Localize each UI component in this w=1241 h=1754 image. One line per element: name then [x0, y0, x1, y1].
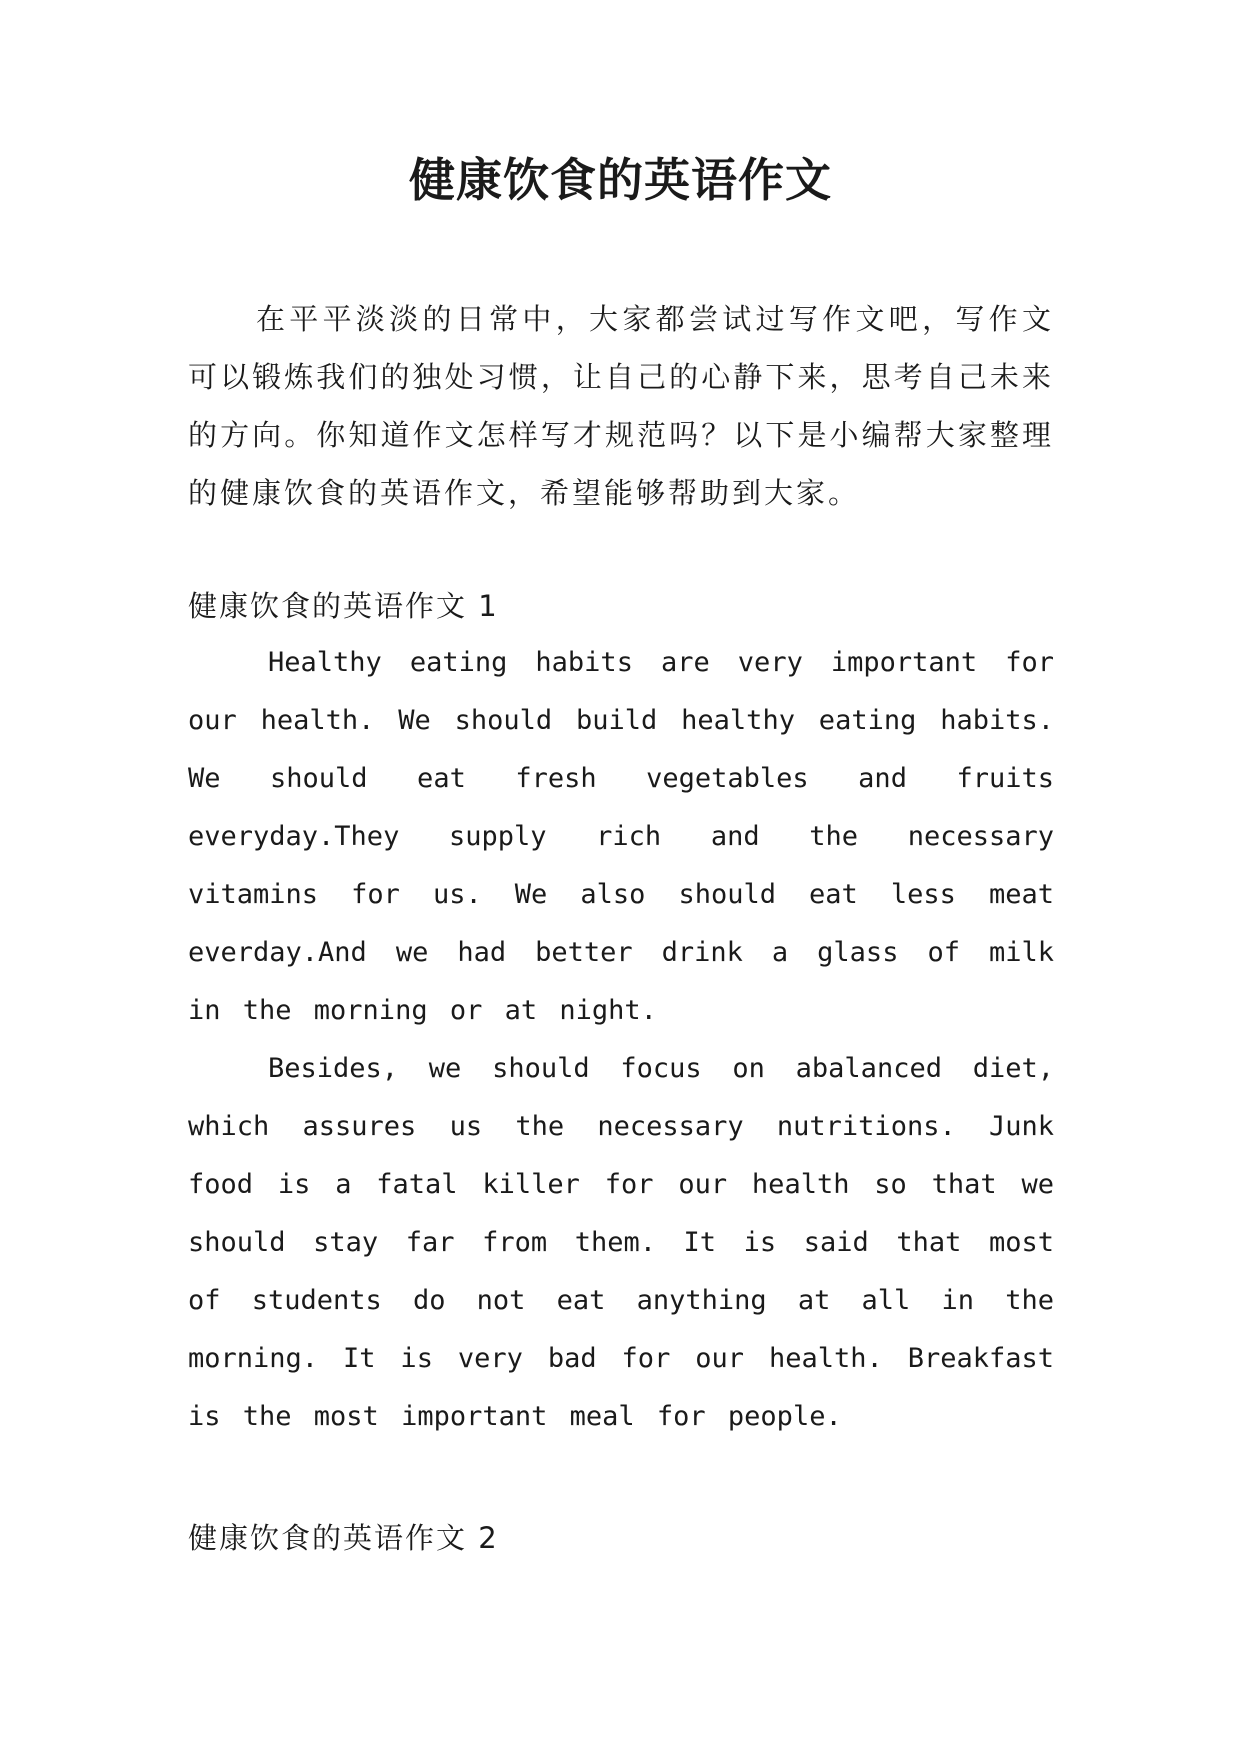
section-heading-2: 健康饮食的英语作文 2 [188, 1521, 499, 1555]
section-heading-1: 健康饮食的英语作文 1 [188, 589, 499, 623]
essay-1-paragraph-2: Besides, we should focus on abalanced diet, which assures us the necessary nutritions. Junk food is a fatal killer for our health so that we should stay far from them. It is said that most of students do not eat anything at all in the morning. It is very bad for our health. Breakfast is the most important meal for people. [188, 1053, 1054, 1432]
document-title: 健康饮食的英语作文 [409, 153, 832, 207]
intro-paragraph: 在平平淡淡的日常中，大家都尝试过写作文吧，写作文可以锻炼我们的独处习惯，让自己的心静下来，思考自己未来的方向。你知道作文怎样写才规范吗？以下是小编帮大家整理的健康饮食的英语作文，希望能够帮助到大家。 [188, 302, 1054, 510]
essay-1-paragraph-1: Healthy eating habits are very important for our health. We should build healthy eating habits. We should eat fresh vegetables and fruits everyday.They supply rich and the necessary vitamins for us. We also should eat less meat everday.And we had better drink a glass of milk in the morning or at night. [188, 647, 1054, 1026]
